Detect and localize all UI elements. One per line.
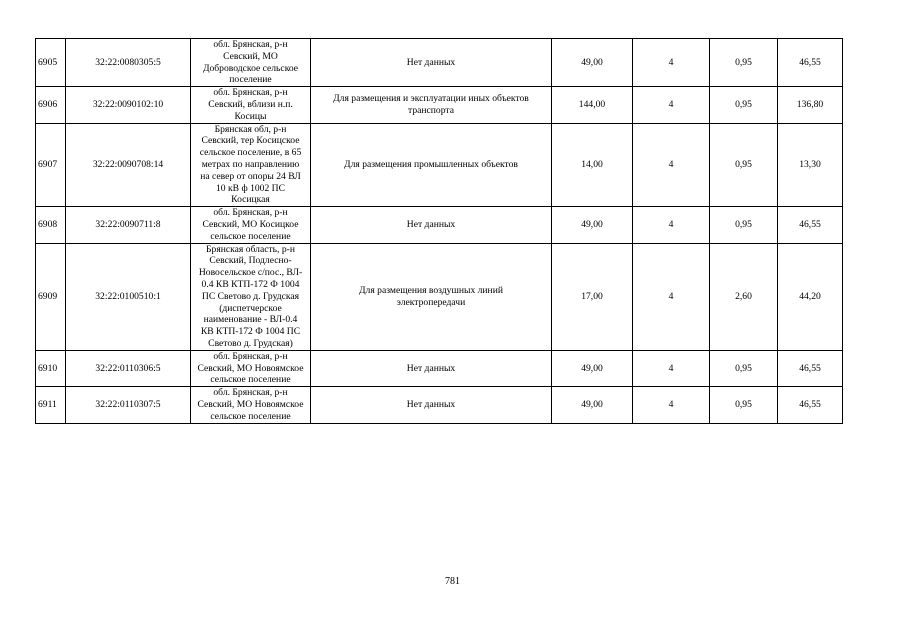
address-line: поселение [229, 74, 272, 86]
permitted-use-line: Для размещения и эксплуатации иных объектов [333, 93, 529, 105]
address-line: наименование - ВЛ-0.4 [203, 314, 298, 326]
address-line: обл. Брянская, р-н [213, 387, 288, 399]
total-cell: 46,55 [778, 387, 843, 423]
address-line: обл. Брянская, р-н [213, 39, 288, 50]
address-cell [191, 39, 311, 87]
category-cell: 4 [633, 39, 710, 87]
table-row [36, 123, 843, 207]
category-cell: 4 [633, 123, 710, 207]
row-number-cell: 6908 [36, 207, 66, 243]
permitted-use-line: Нет данных [406, 56, 456, 68]
row-number-cell: 6906 [36, 87, 66, 123]
category-cell: 4 [633, 387, 710, 423]
cadastral-number-cell: 32:22:0080305:5 [66, 39, 191, 87]
total-cell: 46,55 [778, 207, 843, 243]
row-number-cell: 6911 [36, 387, 66, 423]
address-line: Брянская обл, р-н [214, 123, 287, 135]
total-cell: 46,55 [778, 350, 843, 386]
address-line: обл. Брянская, р-н [213, 87, 288, 99]
permitted-use-line: Для размещения промышленных объектов [344, 158, 518, 170]
category-cell: 4 [633, 87, 710, 123]
total-cell: 13,30 [778, 123, 843, 207]
table-row [36, 39, 843, 87]
address-cell [191, 387, 311, 423]
address-cell [191, 87, 311, 123]
total-cell: 46,55 [778, 39, 843, 87]
area-cell: 17,00 [552, 243, 633, 350]
total-cell: 136,80 [778, 87, 843, 123]
permitted-use-cell [311, 387, 552, 423]
address-line: сельское поселение [210, 230, 291, 242]
cadastral-number-cell: 32:22:0100510:1 [66, 243, 191, 350]
coefficient-cell: 0,95 [710, 123, 778, 207]
address-line: Севский, МО Косицкое [202, 218, 299, 230]
coefficient-cell: 0,95 [710, 387, 778, 423]
address-line: ПС Светово д. Грудская [201, 290, 300, 302]
address-line: Новосельское с/пос., ВЛ- [198, 267, 303, 279]
address-line: Севский, МО Новоямское [197, 362, 304, 374]
permitted-use-cell [311, 207, 552, 243]
address-cell [191, 243, 311, 350]
address-line: Светово д. Грудская) [208, 337, 293, 349]
permitted-use-cell [311, 87, 552, 123]
permitted-use-line: Нет данных [406, 218, 456, 230]
cadastral-number-cell: 32:22:0110307:5 [66, 387, 191, 423]
table-row [36, 207, 843, 243]
area-cell: 14,00 [552, 123, 633, 207]
address-cell [191, 207, 311, 243]
total-cell: 44,20 [778, 243, 843, 350]
page-number: 781 [445, 576, 460, 587]
area-cell: 144,00 [552, 87, 633, 123]
coefficient-cell: 0,95 [710, 350, 778, 386]
address-line: 0.4 КВ КТП-172 Ф 1004 [201, 278, 300, 290]
address-line: Севский, Подлесно- [209, 255, 292, 267]
address-line: Доброводское сельское [202, 62, 299, 74]
address-line: Севский, МО [223, 50, 278, 62]
coefficient-cell: 0,95 [710, 87, 778, 123]
address-line: Косицкая [231, 194, 270, 206]
land-plots-table [35, 38, 843, 424]
address-line: обл. Брянская, р-н [213, 207, 288, 219]
permitted-use-cell [311, 350, 552, 386]
address-line: обл. Брянская, р-н [213, 350, 288, 362]
area-cell: 49,00 [552, 207, 633, 243]
permitted-use-line: Для размещения воздушных линий [359, 284, 503, 296]
row-number-cell: 6907 [36, 123, 66, 207]
address-line: Севский, вблизи н.п. [208, 98, 293, 110]
permitted-use-line: электропередачи [396, 296, 466, 308]
address-line: метрах по направлению [201, 158, 300, 170]
coefficient-cell: 0,95 [710, 39, 778, 87]
permitted-use-cell [311, 39, 552, 87]
category-cell: 4 [633, 207, 710, 243]
permitted-use-line: Нет данных [406, 398, 456, 410]
address-line: сельское поселение [210, 374, 291, 386]
permitted-use-cell [311, 243, 552, 350]
area-cell: 49,00 [552, 39, 633, 87]
row-number-cell: 6910 [36, 350, 66, 386]
address-line: Севский, МО Новоямское [197, 398, 304, 410]
cadastral-number-cell: 32:22:0090708:14 [66, 123, 191, 207]
table-row [36, 87, 843, 123]
table-row [36, 350, 843, 386]
coefficient-cell: 0,95 [710, 207, 778, 243]
address-line: сельское поселение, в 65 [199, 147, 302, 159]
table-row [36, 243, 843, 350]
address-line: 10 кВ ф 1002 ПС [216, 182, 285, 194]
cadastral-number-cell: 32:22:0090711:8 [66, 207, 191, 243]
address-line: Брянская область, р-н [206, 243, 295, 255]
address-line: на север от опоры 24 ВЛ [200, 170, 301, 182]
address-line: Косицы [234, 110, 267, 122]
coefficient-cell: 2,60 [710, 243, 778, 350]
permitted-use-line: Нет данных [406, 362, 456, 374]
address-line: КВ КТП-172 Ф 1004 ПС [200, 326, 301, 338]
address-line: (диспетчерское [219, 302, 282, 314]
address-line: Севский, тер Косицское [201, 135, 300, 147]
address-cell [191, 123, 311, 207]
row-number-cell: 6905 [36, 39, 66, 87]
table-body [36, 39, 843, 424]
area-cell: 49,00 [552, 350, 633, 386]
category-cell: 4 [633, 243, 710, 350]
table-row [36, 387, 843, 423]
cadastral-number-cell: 32:22:0090102:10 [66, 87, 191, 123]
address-cell [191, 350, 311, 386]
permitted-use-cell [311, 123, 552, 207]
area-cell: 49,00 [552, 387, 633, 423]
row-number-cell: 6909 [36, 243, 66, 350]
cadastral-number-cell: 32:22:0110306:5 [66, 350, 191, 386]
address-line: сельское поселение [210, 410, 291, 422]
permitted-use-line: транспорта [408, 104, 454, 116]
category-cell: 4 [633, 350, 710, 386]
